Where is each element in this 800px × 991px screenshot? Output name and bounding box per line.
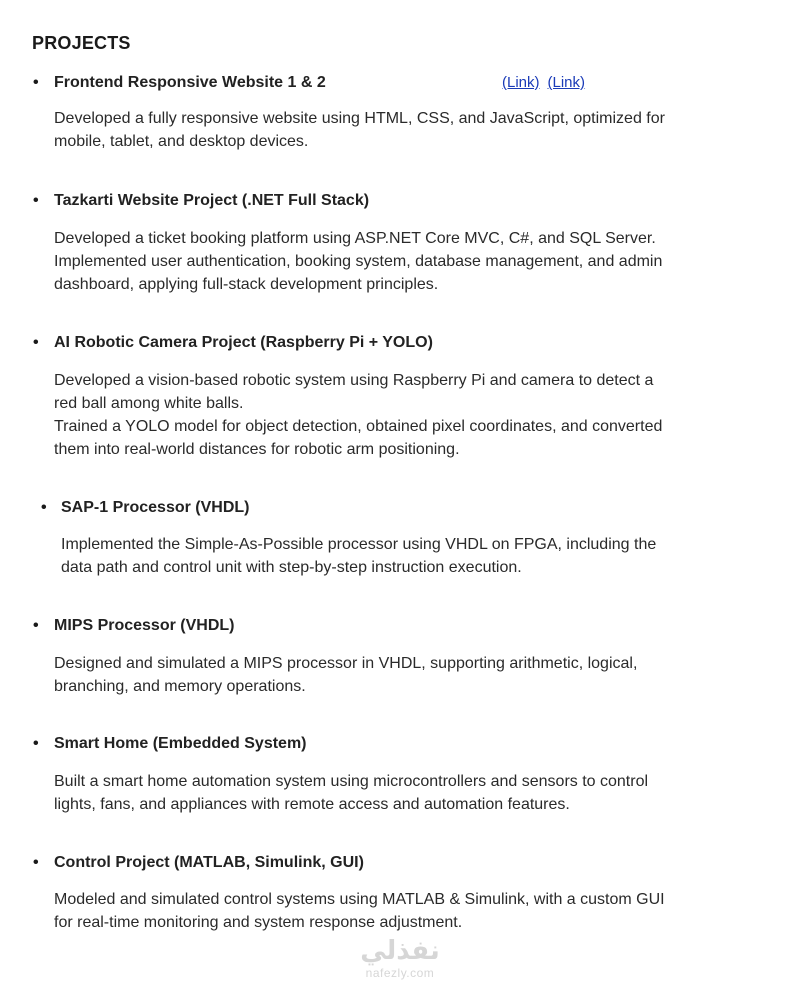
bullet-icon: • bbox=[41, 499, 47, 516]
project-description bbox=[54, 369, 774, 461]
watermark-logo bbox=[350, 936, 450, 980]
project-header bbox=[0, 733, 800, 755]
project-item bbox=[0, 615, 800, 695]
project-description bbox=[54, 770, 774, 816]
watermark-url: nafezly.com bbox=[365, 966, 435, 980]
description-line: mobile, tablet, and desktop devices. bbox=[54, 133, 309, 150]
project-header bbox=[0, 332, 800, 354]
project-header bbox=[0, 852, 800, 874]
project-description bbox=[54, 888, 774, 934]
project-links bbox=[502, 72, 593, 94]
description-line: for real-time monitoring and system response adjustment. bbox=[54, 914, 463, 931]
project-header bbox=[0, 497, 800, 519]
description-line: Modeled and simulated control systems using MATLAB & Simulink, with a custom GUI bbox=[54, 891, 665, 908]
project-link-1[interactable]: (Link) bbox=[502, 74, 540, 91]
watermark-logo-text: نفذلي bbox=[360, 936, 440, 966]
description-line: dashboard, applying full-stack development principles. bbox=[54, 276, 439, 293]
description-line: Implemented user authentication, booking system, database management, and admin bbox=[54, 253, 663, 270]
project-header bbox=[0, 615, 800, 637]
project-item bbox=[0, 190, 800, 293]
description-line: red ball among white balls. bbox=[54, 395, 244, 412]
project-item bbox=[0, 497, 800, 576]
project-item bbox=[0, 852, 800, 931]
project-description bbox=[54, 652, 774, 698]
project-item bbox=[0, 72, 800, 150]
project-description bbox=[54, 227, 774, 296]
project-item bbox=[0, 332, 800, 458]
bullet-icon: • bbox=[33, 74, 39, 91]
description-line: Developed a fully responsive website using HTML, CSS, and JavaScript, optimized for bbox=[54, 110, 665, 127]
bullet-icon: • bbox=[33, 192, 39, 209]
bullet-icon: • bbox=[33, 334, 39, 351]
description-line: Designed and simulated a MIPS processor in VHDL, supporting arithmetic, logical, bbox=[54, 655, 638, 672]
bullet-icon: • bbox=[33, 735, 39, 752]
project-title: AI Robotic Camera Project (Raspberry Pi + YOLO) bbox=[54, 334, 433, 351]
description-line: Built a smart home automation system using microcontrollers and sensors to control bbox=[54, 773, 649, 790]
project-header bbox=[0, 72, 800, 94]
bullet-icon: • bbox=[33, 854, 39, 871]
description-line: lights, fans, and appliances with remote access and automation features. bbox=[54, 796, 570, 813]
description-line: Developed a ticket booking platform using ASP.NET Core MVC, C#, and SQL Server. bbox=[54, 230, 656, 247]
project-title: Control Project (MATLAB, Simulink, GUI) bbox=[54, 854, 364, 871]
description-line: Trained a YOLO model for object detection, obtained pixel coordinates, and converted bbox=[54, 418, 663, 435]
project-description bbox=[54, 107, 774, 153]
bullet-icon: • bbox=[33, 617, 39, 634]
description-line: them into real-world distances for robotic arm positioning. bbox=[54, 441, 460, 458]
description-line: Implemented the Simple-As-Possible processor using VHDL on FPGA, including the bbox=[61, 536, 657, 553]
project-title: SAP-1 Processor (VHDL) bbox=[61, 499, 250, 516]
section-title: PROJECTS bbox=[32, 33, 131, 53]
project-item bbox=[0, 733, 800, 813]
description-line: branching, and memory operations. bbox=[54, 678, 306, 695]
project-title: MIPS Processor (VHDL) bbox=[54, 617, 235, 634]
description-line: Developed a vision-based robotic system using Raspberry Pi and camera to detect a bbox=[54, 372, 654, 389]
project-header bbox=[0, 190, 800, 212]
project-link-2[interactable]: (Link) bbox=[547, 74, 586, 91]
project-title: Tazkarti Website Project (.NET Full Stack) bbox=[54, 192, 370, 209]
project-title: Frontend Responsive Website 1 & 2 bbox=[54, 74, 326, 91]
description-line: data path and control unit with step-by-step instruction execution. bbox=[61, 559, 522, 576]
project-description bbox=[61, 533, 781, 579]
project-title: Smart Home (Embedded System) bbox=[54, 735, 307, 752]
